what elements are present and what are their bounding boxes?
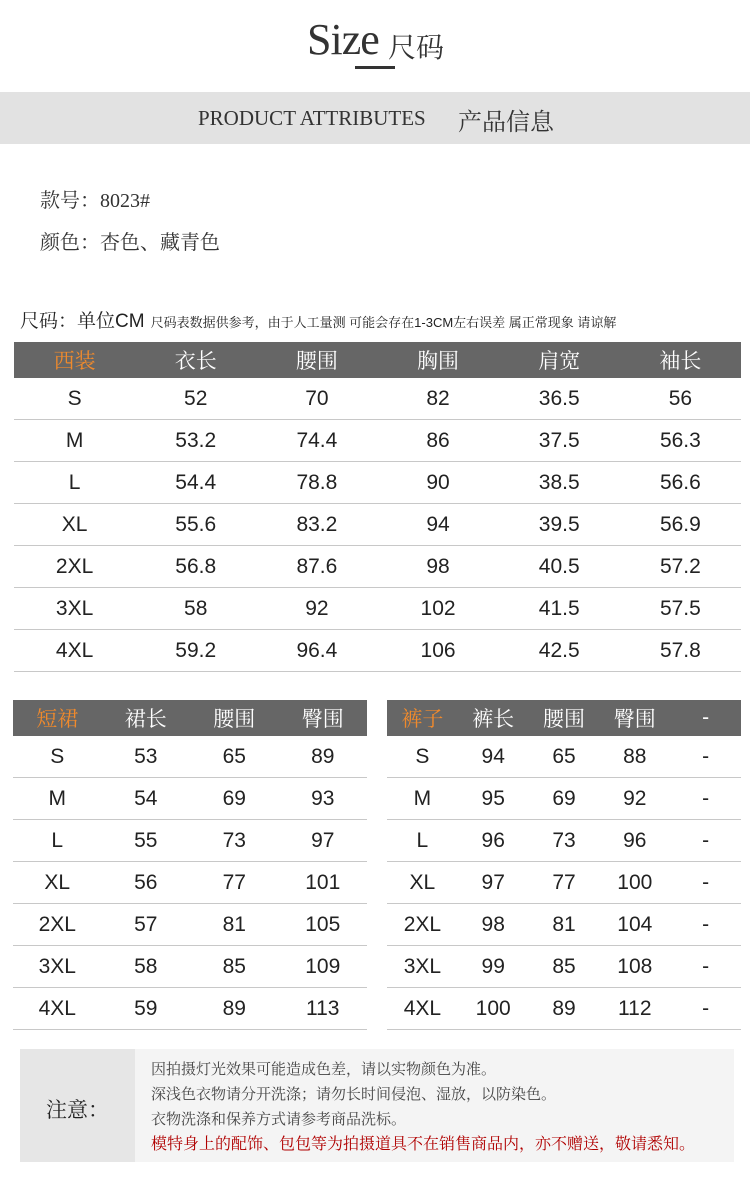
measurement-cell: 54.4 <box>135 462 256 504</box>
measurement-cell: 36.5 <box>499 378 620 420</box>
size-label-cell: 2XL <box>387 904 458 946</box>
measurement-cell: 37.5 <box>499 420 620 462</box>
measurement-cell: 40.5 <box>499 546 620 588</box>
measurement-cell: 85 <box>529 946 600 988</box>
measurement-cell: 74.4 <box>256 420 377 462</box>
notice-warning: 模特身上的配饰、包包等为拍摄道具不在销售商品内，亦不赠送，敬请悉知。 <box>151 1136 696 1153</box>
measurement-cell: 59 <box>102 988 191 1030</box>
size-label-cell: XL <box>14 504 135 546</box>
measurement-cell: 89 <box>279 736 368 778</box>
table-column-header: 裙长 <box>102 700 191 736</box>
notice-label: 注意： <box>46 1099 109 1122</box>
size-label-cell: S <box>13 736 102 778</box>
measurement-cell: 95 <box>458 778 529 820</box>
title-en: Size <box>307 15 379 64</box>
measurement-cell: 59.2 <box>135 630 256 672</box>
table-column-header: 臀围 <box>599 700 670 736</box>
measurement-cell: 57.8 <box>620 630 741 672</box>
table-row <box>387 736 741 778</box>
style-number-value: 8023# <box>100 190 150 212</box>
measurement-cell: - <box>670 820 741 862</box>
measurement-cell: 56.9 <box>620 504 741 546</box>
size-disclaimer: 尺码表数据供参考，由于人工量测 可能会存在1-3CM左右误差 属正常现象 请谅解 <box>150 315 617 330</box>
measurement-cell: - <box>670 904 741 946</box>
table-column-header: 衣长 <box>135 342 256 378</box>
table-column-header: 腰围 <box>256 342 377 378</box>
measurement-cell: 58 <box>102 946 191 988</box>
table-row <box>13 904 367 946</box>
table-row <box>387 778 741 820</box>
size-label-cell: 2XL <box>14 546 135 588</box>
measurement-cell: 97 <box>279 820 368 862</box>
table-row <box>13 862 367 904</box>
measurement-cell: - <box>670 988 741 1030</box>
measurement-cell: 98 <box>377 546 498 588</box>
measurement-cell: 113 <box>279 988 368 1030</box>
size-note <box>20 306 616 333</box>
size-label-cell: 2XL <box>13 904 102 946</box>
notice-line: 因拍摄灯光效果可能造成色差，请以实物颜色为准。 <box>151 1061 497 1078</box>
measurement-cell: 106 <box>377 630 498 672</box>
table-row <box>13 946 367 988</box>
measurement-cell: 73 <box>529 820 600 862</box>
notice-line: 深浅色衣物请分开洗涤；请勿长时间侵泡、湿放，以防染色。 <box>151 1086 557 1103</box>
measurement-cell: 101 <box>279 862 368 904</box>
skirt-size-table <box>13 700 367 1030</box>
table-row <box>387 820 741 862</box>
measurement-cell: 105 <box>279 904 368 946</box>
size-label-cell: L <box>14 462 135 504</box>
measurement-cell: 96 <box>599 820 670 862</box>
measurement-cell: 83.2 <box>256 504 377 546</box>
title-underline <box>355 66 395 69</box>
style-number-row <box>40 184 150 213</box>
size-label-cell: M <box>13 778 102 820</box>
measurement-cell: 54 <box>102 778 191 820</box>
measurement-cell: 108 <box>599 946 670 988</box>
measurement-cell: 39.5 <box>499 504 620 546</box>
table-column-header: 袖长 <box>620 342 741 378</box>
measurement-cell: 65 <box>190 736 279 778</box>
measurement-cell: 65 <box>529 736 600 778</box>
style-number-label: 款号： <box>40 190 100 212</box>
size-label-cell: 3XL <box>387 946 458 988</box>
measurement-cell: 56 <box>620 378 741 420</box>
pants-size-table <box>387 700 741 1030</box>
table-column-header: - <box>670 700 741 736</box>
measurement-cell: 96.4 <box>256 630 377 672</box>
measurement-cell: 99 <box>458 946 529 988</box>
measurement-cell: 94 <box>458 736 529 778</box>
attributes-title-en: PRODUCT ATTRIBUTES <box>198 106 426 130</box>
measurement-cell: 97 <box>458 862 529 904</box>
size-label-cell: S <box>14 378 135 420</box>
size-label-cell: M <box>387 778 458 820</box>
color-row <box>40 226 220 255</box>
measurement-cell: 56.3 <box>620 420 741 462</box>
table-column-header: 腰围 <box>529 700 600 736</box>
measurement-cell: 77 <box>529 862 600 904</box>
table-row <box>14 630 741 672</box>
table-row <box>14 588 741 630</box>
size-label-cell: 3XL <box>14 588 135 630</box>
measurement-cell: 42.5 <box>499 630 620 672</box>
measurement-cell: 100 <box>458 988 529 1030</box>
measurement-cell: 109 <box>279 946 368 988</box>
measurement-cell: 90 <box>377 462 498 504</box>
measurement-cell: 88 <box>599 736 670 778</box>
table-row <box>14 546 741 588</box>
table-column-header: 臀围 <box>279 700 368 736</box>
table-row <box>387 988 741 1030</box>
suit-size-table <box>14 342 741 672</box>
table-column-header: 裤长 <box>458 700 529 736</box>
measurement-cell: 38.5 <box>499 462 620 504</box>
measurement-cell: 81 <box>190 904 279 946</box>
measurement-cell: 77 <box>190 862 279 904</box>
measurement-cell: 96 <box>458 820 529 862</box>
size-unit-label: 尺码：单位CM <box>20 311 145 332</box>
measurement-cell: - <box>670 862 741 904</box>
measurement-cell: 89 <box>190 988 279 1030</box>
measurement-cell: 57 <box>102 904 191 946</box>
measurement-cell: 78.8 <box>256 462 377 504</box>
table-row <box>13 778 367 820</box>
size-label-cell: L <box>387 820 458 862</box>
size-label-cell: XL <box>13 862 102 904</box>
measurement-cell: 52 <box>135 378 256 420</box>
notice-line: 衣物洗涤和保养方式请参考商品洗标。 <box>151 1111 407 1128</box>
measurement-cell: 92 <box>599 778 670 820</box>
measurement-cell: 53 <box>102 736 191 778</box>
table-row <box>387 946 741 988</box>
size-label-cell: XL <box>387 862 458 904</box>
measurement-cell: 87.6 <box>256 546 377 588</box>
table-column-header: 腰围 <box>190 700 279 736</box>
measurement-cell: - <box>670 946 741 988</box>
measurement-cell: - <box>670 736 741 778</box>
table-row <box>13 820 367 862</box>
table-row <box>13 736 367 778</box>
measurement-cell: 56 <box>102 862 191 904</box>
measurement-cell: 112 <box>599 988 670 1030</box>
measurement-cell: 57.5 <box>620 588 741 630</box>
size-label-cell: L <box>13 820 102 862</box>
measurement-cell: 70 <box>256 378 377 420</box>
measurement-cell: 100 <box>599 862 670 904</box>
size-label-cell: 4XL <box>13 988 102 1030</box>
measurement-cell: 55 <box>102 820 191 862</box>
size-label-cell: 4XL <box>14 630 135 672</box>
measurement-cell: 102 <box>377 588 498 630</box>
table-row <box>387 862 741 904</box>
size-label-cell: 4XL <box>387 988 458 1030</box>
measurement-cell: 81 <box>529 904 600 946</box>
table-row <box>14 504 741 546</box>
table-category-header: 西装 <box>14 342 135 378</box>
table-column-header: 肩宽 <box>499 342 620 378</box>
measurement-cell: 56.8 <box>135 546 256 588</box>
measurement-cell: 41.5 <box>499 588 620 630</box>
measurement-cell: 53.2 <box>135 420 256 462</box>
measurement-cell: 94 <box>377 504 498 546</box>
measurement-cell: 82 <box>377 378 498 420</box>
size-label-cell: 3XL <box>13 946 102 988</box>
table-row <box>14 420 741 462</box>
attributes-title-cn: 产品信息 <box>458 109 554 136</box>
measurement-cell: 104 <box>599 904 670 946</box>
size-label-cell: S <box>387 736 458 778</box>
measurement-cell: 85 <box>190 946 279 988</box>
measurement-cell: 58 <box>135 588 256 630</box>
measurement-cell: 73 <box>190 820 279 862</box>
measurement-cell: 57.2 <box>620 546 741 588</box>
title-cn: 尺码 <box>388 32 445 63</box>
table-row <box>14 462 741 504</box>
measurement-cell: 93 <box>279 778 368 820</box>
measurement-cell: 92 <box>256 588 377 630</box>
table-category-header: 短裙 <box>13 700 102 736</box>
measurement-cell: 89 <box>529 988 600 1030</box>
measurement-cell: 55.6 <box>135 504 256 546</box>
color-label: 颜色： <box>40 232 100 254</box>
table-category-header: 裤子 <box>387 700 458 736</box>
table-row <box>14 378 741 420</box>
size-label-cell: M <box>14 420 135 462</box>
measurement-cell: 86 <box>377 420 498 462</box>
table-column-header: 胸围 <box>377 342 498 378</box>
measurement-cell: - <box>670 778 741 820</box>
measurement-cell: 69 <box>190 778 279 820</box>
table-row <box>13 988 367 1030</box>
color-value: 杏色、藏青色 <box>100 232 220 254</box>
measurement-cell: 98 <box>458 904 529 946</box>
measurement-cell: 69 <box>529 778 600 820</box>
table-row <box>387 904 741 946</box>
measurement-cell: 56.6 <box>620 462 741 504</box>
